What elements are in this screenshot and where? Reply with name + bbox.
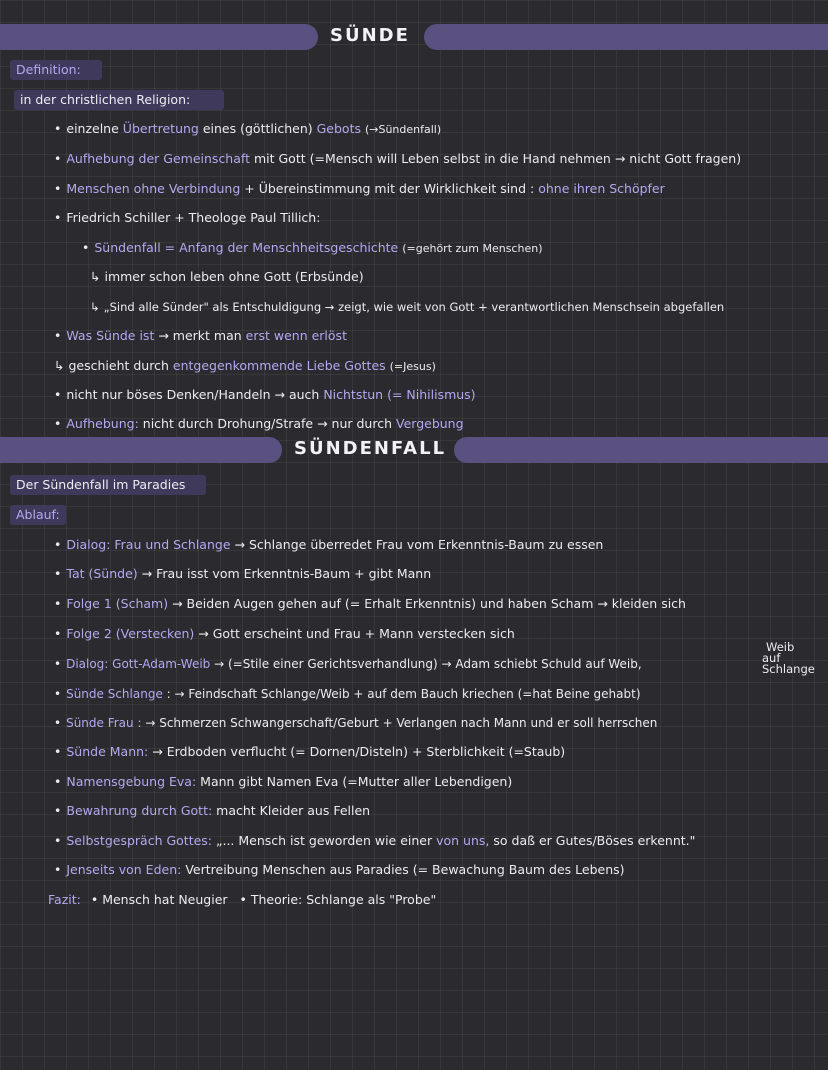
list-item: • Tat (Sünde) → Frau isst vom Erkenntnis-Baum + gibt Mann — [54, 566, 432, 581]
list-item: ↳ „Sind alle Sünder" als Entschuldigung → zeigt, wie weit von Gott + verantwortlichen Menschsein abgefallen — [90, 300, 725, 314]
title-banner-suende — [0, 24, 828, 50]
bullet: • — [54, 774, 62, 789]
list-item: • Aufhebung: nicht durch Drohung/Strafe → nur durch Vergebung — [54, 416, 464, 431]
annotation-weib-auf-schlange — [762, 642, 815, 675]
list-item: • Aufhebung der Gemeinschaft mit Gott (=Mensch will Leben selbst in die Hand nehmen → nicht Gott fragen) — [54, 151, 742, 166]
bullet: • — [54, 416, 62, 431]
sub-label-paradies: Der Sündenfall im Paradies — [16, 477, 186, 492]
list-item: • Sünde Frau : → Schmerzen Schwangerschaft/Geburt + Verlangen nach Mann und er soll herrschen — [54, 716, 658, 730]
bullet: • — [54, 328, 62, 343]
bullet: • — [54, 596, 62, 611]
list-item: • Friedrich Schiller + Theologe Paul Tillich: — [54, 210, 321, 225]
list-item: • Folge 2 (Verstecken) → Gott erscheint und Frau + Mann verstecken sich — [54, 626, 515, 641]
list-item: • Bewahrung durch Gott: macht Kleider aus Fellen — [54, 803, 371, 818]
bullet: • — [54, 716, 62, 730]
section-title-suende: SÜNDE — [330, 25, 410, 46]
return-arrow-icon: ↳ — [90, 300, 100, 314]
bullet: • — [54, 833, 62, 848]
fazit-item: • Theorie: Schlange als "Probe" — [239, 892, 437, 907]
banner-bar-left — [0, 437, 282, 463]
bullet: • — [54, 537, 62, 552]
list-item: • Sünde Schlange : → Feindschaft Schlange/Weib + auf dem Bauch kriechen (=hat Beine gehabt) — [54, 687, 641, 701]
bullet: • — [54, 626, 62, 641]
banner-bar-left — [0, 24, 318, 50]
ablauf-label: Ablauf: — [16, 507, 60, 522]
bullet: • — [54, 687, 62, 701]
list-item: ↳ geschieht durch entgegenkommende Liebe Gottes (=Jesus) — [54, 358, 436, 373]
list-item: • Sündenfall = Anfang der Menschheitsgeschichte (=gehört zum Menschen) — [82, 240, 543, 255]
religion-label: in der christlichen Religion: — [20, 92, 191, 107]
bullet: • — [54, 566, 62, 581]
banner-bar-right — [424, 24, 828, 50]
bullet: • — [54, 803, 62, 818]
bullet: • — [54, 151, 62, 166]
annotation-line: Weib — [766, 640, 795, 654]
list-item: • nicht nur böses Denken/Handeln → auch Nichtstun (= Nihilismus) — [54, 387, 476, 402]
bullet: • — [54, 387, 62, 402]
bullet: • — [54, 181, 62, 196]
list-item: ↳ immer schon leben ohne Gott (Erbsünde) — [90, 269, 364, 284]
title-banner-suendenfall — [0, 437, 828, 463]
list-item: • Sünde Mann: → Erdboden verflucht (= Dornen/Disteln) + Sterblichkeit (=Staub) — [54, 744, 566, 759]
list-item: • Jenseits von Eden: Vertreibung Menschen aus Paradies (= Bewachung Baum des Lebens) — [54, 862, 625, 877]
list-item: • Dialog: Frau und Schlange → Schlange überredet Frau vom Erkenntnis-Baum zu essen — [54, 537, 604, 552]
list-item: • Selbstgespräch Gottes: „... Mensch ist geworden wie einer von uns, so daß er Gutes/Böses erkennt." — [54, 833, 696, 848]
banner-bar-right — [454, 437, 828, 463]
list-item: • einzelne Übertretung eines (göttlichen) Gebots (→Sündenfall) — [54, 121, 442, 136]
bullet: • — [54, 121, 62, 136]
return-arrow-icon: ↳ — [54, 358, 65, 373]
list-item: • Was Sünde ist → merkt man erst wenn erlöst — [54, 328, 347, 343]
annotation-line: auf — [762, 651, 781, 665]
bullet: • — [54, 657, 62, 671]
bullet: • — [82, 240, 90, 255]
fazit-row — [48, 892, 436, 908]
bullet: • — [54, 210, 62, 225]
fazit-item: • Mensch hat Neugier — [90, 892, 228, 907]
list-item: • Namensgebung Eva: Mann gibt Namen Eva (=Mutter aller Lebendigen) — [54, 774, 513, 789]
bullet: • — [54, 862, 62, 877]
definition-label: Definition: — [16, 62, 81, 77]
section-title-suendenfall: SÜNDENFALL — [294, 438, 447, 459]
bullet: • — [54, 744, 62, 759]
list-item: • Menschen ohne Verbindung + Übereinstimmung mit der Wirklichkeit sind : ohne ihren Schöpfer — [54, 181, 665, 196]
fazit-label: Fazit: — [48, 892, 81, 907]
return-arrow-icon: ↳ — [90, 269, 101, 284]
list-item: • Dialog: Gott-Adam-Weib → (=Stile einer Gerichtsverhandlung) → Adam schiebt Schuld auf Weib, — [54, 657, 642, 671]
list-item: • Folge 1 (Scham) → Beiden Augen gehen auf (= Erhalt Erkenntnis) und haben Scham → kleiden sich — [54, 596, 686, 611]
annotation-line: Schlange — [762, 662, 815, 676]
